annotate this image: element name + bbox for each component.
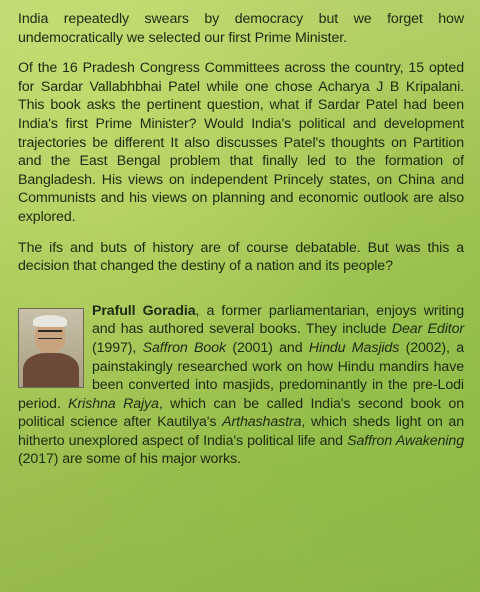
- author-photo: [18, 308, 84, 388]
- question-paragraph: The ifs and buts of history are of course debatable. But was this a decision that changed the destiny of a nation and its people?: [18, 239, 464, 275]
- book-title: Krishna Rajya: [68, 395, 159, 412]
- book-title: Saffron Book: [142, 339, 226, 356]
- back-cover-text: [18, 10, 464, 469]
- author-bio-text: Prafull Goradia, a former parliamentarian, enjoys writing and has authored several books. They include Dear Editor (1997), Saffron Book (2001) and Hindu Masjids (2002), a painstakingly researched work on how Hindu mandirs have been converted into masjids, predominantly in the pre-Lodi period. Krishna Rajya, which can be called India's second book on political science after Kautilya's Arthashastra, which sheds light on an hitherto unexplored aspect of India's political life and Saffron Awakening (2017) are some of his major works.: [18, 302, 465, 468]
- intro-paragraph: India repeatedly swears by democracy but we forget how undemocratically we selected our first Prime Minister.: [18, 11, 464, 46]
- book-title: Arthashastra: [222, 414, 302, 431]
- synopsis-paragraph: Of the 16 Pradesh Congress Committees across the country, 15 opted for Sardar Vallabhbhai Patel while one chose Acharya J B Kripalani. This book asks the pertinent question, what if Sardar Patel had been India's first Prime Minister? Would India's political and development trajectories be different It also discusses Patel's thoughts on Partition and the East Bengal problem that finally led to the formation of Bangladesh. His views on independent Princely states, on China and Communists and his views on planning and economic outlook are also explored.: [18, 60, 464, 225]
- author-bio: [18, 302, 464, 469]
- book-title: Saffron Awakening: [347, 432, 465, 449]
- book-title: Hindu Masjids: [308, 339, 400, 356]
- book-title: Dear Editor: [391, 321, 465, 338]
- author-name: Prafull Goradia: [92, 302, 196, 319]
